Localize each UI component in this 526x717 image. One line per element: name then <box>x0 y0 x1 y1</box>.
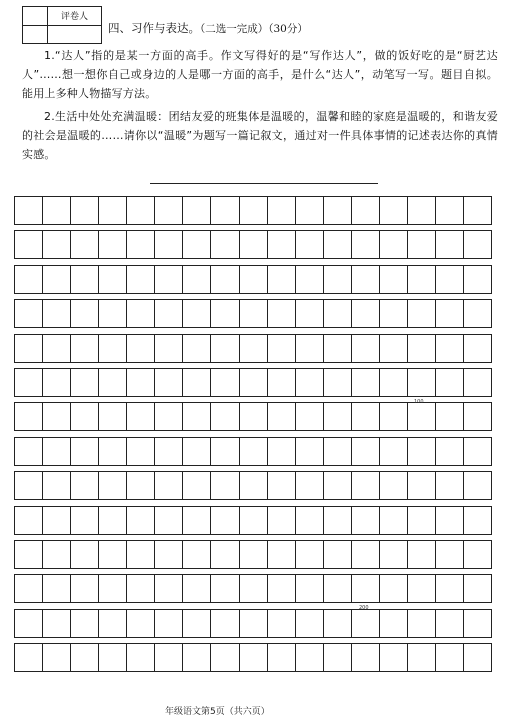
grid-cell[interactable] <box>296 369 324 396</box>
grid-cell[interactable] <box>99 610 127 637</box>
grid-cell[interactable] <box>408 231 436 258</box>
grid-cell[interactable] <box>436 541 464 568</box>
grid-cell[interactable] <box>99 369 127 396</box>
grid-cell[interactable] <box>43 300 71 327</box>
prompt-2: 2.生活中处处充满温暖：团结友爱的班集体是温暖的，温馨和睦的家庭是温暖的，和谐友爱的社会是温暖的……请你以“温暖”为题写一篇记叙文，通过对一件具体事情的记述表达你的真情实感。 <box>22 110 498 161</box>
grid-row <box>14 299 492 328</box>
score-cell <box>23 25 48 44</box>
grid-cell[interactable] <box>127 507 155 534</box>
grid-cell[interactable] <box>380 403 408 430</box>
grid-cell[interactable] <box>268 541 296 568</box>
grid-cell[interactable] <box>296 472 324 499</box>
grid-cell[interactable] <box>211 472 239 499</box>
grid-cell[interactable] <box>352 644 380 671</box>
grid-cell[interactable] <box>15 300 43 327</box>
grid-row <box>14 609 492 638</box>
grid-cell[interactable] <box>127 403 155 430</box>
grid-row <box>14 368 492 397</box>
grid-cell[interactable] <box>324 231 352 258</box>
grid-cell[interactable] <box>464 403 491 430</box>
grid-cell[interactable] <box>268 231 296 258</box>
grid-cell[interactable] <box>464 575 491 602</box>
grid-cell[interactable] <box>296 610 324 637</box>
grid-cell[interactable] <box>324 575 352 602</box>
grid-cell[interactable] <box>71 541 99 568</box>
grid-row <box>14 196 492 225</box>
grid-cell[interactable] <box>155 335 183 362</box>
grid-cell[interactable] <box>183 644 211 671</box>
grid-cell[interactable] <box>352 369 380 396</box>
grid-cell[interactable] <box>183 369 211 396</box>
grid-cell[interactable] <box>155 507 183 534</box>
grid-cell[interactable] <box>43 610 71 637</box>
grid-row <box>14 574 492 603</box>
grid-cell[interactable] <box>268 300 296 327</box>
grader-blank-cell <box>23 7 48 26</box>
grid-cell[interactable] <box>43 507 71 534</box>
grid-cell[interactable] <box>352 335 380 362</box>
grid-cell[interactable] <box>296 541 324 568</box>
grid-cell[interactable] <box>408 610 436 637</box>
grid-cell[interactable] <box>15 335 43 362</box>
grid-cell[interactable] <box>183 472 211 499</box>
grid-cell[interactable] <box>99 575 127 602</box>
grid-cell[interactable] <box>183 507 211 534</box>
grid-cell[interactable] <box>352 438 380 465</box>
grid-cell[interactable] <box>15 507 43 534</box>
grid-cell[interactable] <box>15 644 43 671</box>
grid-cell[interactable] <box>127 231 155 258</box>
grid-cell[interactable] <box>436 197 464 224</box>
grid-cell[interactable] <box>211 403 239 430</box>
grid-cell[interactable] <box>155 369 183 396</box>
grid-cell[interactable] <box>71 403 99 430</box>
word-count-mark-100: 100 <box>414 399 424 405</box>
grid-cell[interactable] <box>464 507 491 534</box>
grid-cell[interactable] <box>464 644 491 671</box>
grid-cell[interactable] <box>127 438 155 465</box>
grid-cell[interactable] <box>240 231 268 258</box>
grid-cell[interactable] <box>464 541 491 568</box>
grid-cell[interactable] <box>43 335 71 362</box>
grid-row <box>14 265 492 294</box>
grid-cell[interactable] <box>268 575 296 602</box>
grid-cell[interactable] <box>155 438 183 465</box>
grid-cell[interactable] <box>211 541 239 568</box>
grid-cell[interactable] <box>380 610 408 637</box>
grid-cell[interactable] <box>352 197 380 224</box>
section-title-text: 四、习作与表达。 <box>108 21 200 35</box>
grid-cell[interactable] <box>127 541 155 568</box>
grid-cell[interactable] <box>380 507 408 534</box>
grid-cell[interactable] <box>324 197 352 224</box>
essay-writing-grid[interactable] <box>14 196 492 677</box>
grid-cell[interactable] <box>15 472 43 499</box>
grid-cell[interactable] <box>352 472 380 499</box>
grid-cell[interactable] <box>99 335 127 362</box>
grid-cell[interactable] <box>352 575 380 602</box>
grid-cell[interactable] <box>240 266 268 293</box>
grid-cell[interactable] <box>99 266 127 293</box>
grid-cell[interactable] <box>408 472 436 499</box>
grid-cell[interactable] <box>436 575 464 602</box>
grid-cell[interactable] <box>408 335 436 362</box>
grid-cell[interactable] <box>240 335 268 362</box>
grid-cell[interactable] <box>408 644 436 671</box>
grid-cell[interactable] <box>380 644 408 671</box>
grid-cell[interactable] <box>380 472 408 499</box>
grid-cell[interactable] <box>183 541 211 568</box>
grid-cell[interactable] <box>15 369 43 396</box>
grid-cell[interactable] <box>240 472 268 499</box>
grid-cell[interactable] <box>352 507 380 534</box>
grid-cell[interactable] <box>380 231 408 258</box>
grid-cell[interactable] <box>99 541 127 568</box>
grid-cell[interactable] <box>15 197 43 224</box>
grid-cell[interactable] <box>240 644 268 671</box>
choice-note: （二选一完成） <box>200 23 269 35</box>
grid-cell[interactable] <box>464 369 491 396</box>
grid-cell[interactable] <box>155 541 183 568</box>
grid-cell[interactable] <box>324 610 352 637</box>
grid-cell[interactable] <box>240 610 268 637</box>
grid-cell[interactable] <box>127 575 155 602</box>
grid-cell[interactable] <box>43 438 71 465</box>
grid-row <box>14 334 492 363</box>
grid-cell[interactable] <box>71 335 99 362</box>
grid-cell[interactable] <box>324 541 352 568</box>
grid-cell[interactable] <box>464 335 491 362</box>
grid-cell[interactable] <box>183 231 211 258</box>
grid-row <box>14 643 492 672</box>
grid-cell[interactable] <box>211 438 239 465</box>
grid-cell[interactable] <box>296 300 324 327</box>
grid-cell[interactable] <box>43 403 71 430</box>
grid-cell[interactable] <box>268 335 296 362</box>
grid-cell[interactable] <box>71 438 99 465</box>
grid-cell[interactable] <box>408 575 436 602</box>
section-title <box>108 20 308 36</box>
grid-cell[interactable] <box>155 300 183 327</box>
grid-cell[interactable] <box>71 197 99 224</box>
grid-cell[interactable] <box>15 610 43 637</box>
grid-cell[interactable] <box>211 266 239 293</box>
grid-row <box>14 402 492 431</box>
grid-cell[interactable] <box>324 403 352 430</box>
grid-cell[interactable] <box>408 369 436 396</box>
grader-table <box>22 6 102 44</box>
grid-cell[interactable] <box>268 266 296 293</box>
grid-cell[interactable] <box>43 472 71 499</box>
grid-cell[interactable] <box>71 507 99 534</box>
grid-cell[interactable] <box>155 197 183 224</box>
grid-cell[interactable] <box>464 197 491 224</box>
grid-cell[interactable] <box>99 507 127 534</box>
grid-cell[interactable] <box>211 575 239 602</box>
grid-cell[interactable] <box>380 266 408 293</box>
grid-cell[interactable] <box>380 575 408 602</box>
grid-cell[interactable] <box>127 610 155 637</box>
grid-cell[interactable] <box>211 300 239 327</box>
grid-cell[interactable] <box>352 541 380 568</box>
essay-title-line[interactable] <box>150 183 378 184</box>
grid-cell[interactable] <box>268 438 296 465</box>
grid-cell[interactable] <box>71 266 99 293</box>
grid-cell[interactable] <box>127 197 155 224</box>
grid-cell[interactable] <box>380 335 408 362</box>
grid-cell[interactable] <box>436 610 464 637</box>
grid-cell[interactable] <box>324 644 352 671</box>
grid-cell[interactable] <box>380 300 408 327</box>
grid-cell[interactable] <box>408 300 436 327</box>
grid-cell[interactable] <box>211 197 239 224</box>
grid-cell[interactable] <box>408 403 436 430</box>
grid-cell[interactable] <box>296 403 324 430</box>
grid-cell[interactable] <box>240 438 268 465</box>
grid-row <box>14 230 492 259</box>
grid-cell[interactable] <box>15 231 43 258</box>
grid-cell[interactable] <box>296 438 324 465</box>
grid-cell[interactable] <box>324 472 352 499</box>
grid-cell[interactable] <box>296 507 324 534</box>
grid-cell[interactable] <box>71 369 99 396</box>
grid-cell[interactable] <box>380 541 408 568</box>
grid-cell[interactable] <box>99 231 127 258</box>
grid-cell[interactable] <box>99 197 127 224</box>
grid-cell[interactable] <box>240 507 268 534</box>
grid-cell[interactable] <box>464 266 491 293</box>
grid-cell[interactable] <box>15 575 43 602</box>
grid-cell[interactable] <box>127 644 155 671</box>
grid-cell[interactable] <box>268 197 296 224</box>
grid-cell[interactable] <box>43 575 71 602</box>
grid-cell[interactable] <box>436 300 464 327</box>
grid-cell[interactable] <box>296 644 324 671</box>
grid-cell[interactable] <box>436 369 464 396</box>
grid-cell[interactable] <box>155 575 183 602</box>
grid-cell[interactable] <box>464 300 491 327</box>
grid-cell[interactable] <box>268 507 296 534</box>
grid-cell[interactable] <box>240 541 268 568</box>
grid-cell[interactable] <box>324 507 352 534</box>
grid-cell[interactable] <box>436 335 464 362</box>
grid-cell[interactable] <box>183 610 211 637</box>
grid-cell[interactable] <box>464 231 491 258</box>
grid-cell[interactable] <box>99 472 127 499</box>
grid-cell[interactable] <box>211 335 239 362</box>
grid-cell[interactable] <box>436 231 464 258</box>
grid-cell[interactable] <box>380 369 408 396</box>
grid-cell[interactable] <box>436 266 464 293</box>
grid-cell[interactable] <box>99 438 127 465</box>
grader-signature-cell <box>48 25 102 44</box>
grid-cell[interactable] <box>127 335 155 362</box>
grid-cell[interactable] <box>324 438 352 465</box>
grid-cell[interactable] <box>211 369 239 396</box>
grid-cell[interactable] <box>240 197 268 224</box>
grid-cell[interactable] <box>183 197 211 224</box>
grid-cell[interactable] <box>268 369 296 396</box>
grid-cell[interactable] <box>268 610 296 637</box>
grid-cell[interactable] <box>155 266 183 293</box>
grader-label: 评卷人 <box>48 7 102 26</box>
grid-cell[interactable] <box>464 610 491 637</box>
grid-cell[interactable] <box>99 403 127 430</box>
prompt-1: 1.“达人”指的是某一方面的高手。作文写得好的是“写作达人”，做的饭好吃的是“厨艺达人”……想一想你自己或身边的人是哪一方面的高手，是什么“达人”，动笔写一写。题目自拟。能用上多种人物描写方法。 <box>22 49 498 100</box>
grid-cell[interactable] <box>183 438 211 465</box>
grid-row <box>14 437 492 466</box>
section-score: （30分） <box>268 23 308 35</box>
grid-cell[interactable] <box>296 231 324 258</box>
grid-cell[interactable] <box>268 644 296 671</box>
grid-cell[interactable] <box>436 403 464 430</box>
grid-cell[interactable] <box>296 266 324 293</box>
grid-cell[interactable] <box>71 644 99 671</box>
grid-cell[interactable] <box>43 231 71 258</box>
grid-cell[interactable] <box>155 231 183 258</box>
grid-cell[interactable] <box>127 369 155 396</box>
grid-row <box>14 471 492 500</box>
grid-cell[interactable] <box>436 507 464 534</box>
grid-cell[interactable] <box>408 507 436 534</box>
grid-cell[interactable] <box>296 575 324 602</box>
grid-cell[interactable] <box>268 403 296 430</box>
grid-cell[interactable] <box>211 644 239 671</box>
grid-cell[interactable] <box>43 644 71 671</box>
grid-cell[interactable] <box>43 369 71 396</box>
grid-cell[interactable] <box>183 335 211 362</box>
grid-cell[interactable] <box>240 575 268 602</box>
grid-cell[interactable] <box>352 231 380 258</box>
grid-cell[interactable] <box>155 644 183 671</box>
grid-cell[interactable] <box>240 403 268 430</box>
grid-cell[interactable] <box>324 335 352 362</box>
grid-cell[interactable] <box>268 472 296 499</box>
grid-cell[interactable] <box>71 231 99 258</box>
grid-cell[interactable] <box>296 197 324 224</box>
grid-cell[interactable] <box>352 403 380 430</box>
grid-cell[interactable] <box>211 610 239 637</box>
grid-cell[interactable] <box>408 541 436 568</box>
grid-cell[interactable] <box>71 472 99 499</box>
grid-cell[interactable] <box>436 438 464 465</box>
grid-cell[interactable] <box>71 300 99 327</box>
grid-cell[interactable] <box>43 266 71 293</box>
grid-row <box>14 540 492 569</box>
grid-cell[interactable] <box>436 472 464 499</box>
grid-cell[interactable] <box>15 438 43 465</box>
grid-cell[interactable] <box>155 610 183 637</box>
grid-cell[interactable] <box>183 575 211 602</box>
grid-cell[interactable] <box>408 197 436 224</box>
grid-cell[interactable] <box>15 541 43 568</box>
grid-cell[interactable] <box>464 472 491 499</box>
grid-cell[interactable] <box>324 266 352 293</box>
grid-cell[interactable] <box>71 610 99 637</box>
grid-cell[interactable] <box>99 300 127 327</box>
grid-cell[interactable] <box>464 438 491 465</box>
grid-cell[interactable] <box>99 644 127 671</box>
grid-cell[interactable] <box>127 472 155 499</box>
grid-cell[interactable] <box>408 266 436 293</box>
grid-cell[interactable] <box>211 507 239 534</box>
grid-cell[interactable] <box>183 403 211 430</box>
grid-cell[interactable] <box>408 438 436 465</box>
grid-cell[interactable] <box>324 300 352 327</box>
page-footer: 年级语文第5页（共六页） <box>165 707 270 717</box>
grid-cell[interactable] <box>127 300 155 327</box>
grid-cell[interactable] <box>240 300 268 327</box>
grid-cell[interactable] <box>15 403 43 430</box>
grid-cell[interactable] <box>71 575 99 602</box>
grid-cell[interactable] <box>43 541 71 568</box>
word-count-mark-200: 200 <box>359 605 369 611</box>
grid-cell[interactable] <box>352 610 380 637</box>
grid-cell[interactable] <box>127 266 155 293</box>
grid-cell[interactable] <box>436 644 464 671</box>
grid-row <box>14 506 492 535</box>
grid-cell[interactable] <box>211 231 239 258</box>
grid-cell[interactable] <box>183 300 211 327</box>
grid-cell[interactable] <box>380 438 408 465</box>
grid-cell[interactable] <box>155 403 183 430</box>
grid-cell[interactable] <box>324 369 352 396</box>
grid-cell[interactable] <box>352 300 380 327</box>
grid-cell[interactable] <box>155 472 183 499</box>
grid-cell[interactable] <box>380 197 408 224</box>
grid-cell[interactable] <box>15 266 43 293</box>
grid-cell[interactable] <box>296 335 324 362</box>
grid-cell[interactable] <box>240 369 268 396</box>
grid-cell[interactable] <box>43 197 71 224</box>
grid-cell[interactable] <box>352 266 380 293</box>
grid-cell[interactable] <box>183 266 211 293</box>
